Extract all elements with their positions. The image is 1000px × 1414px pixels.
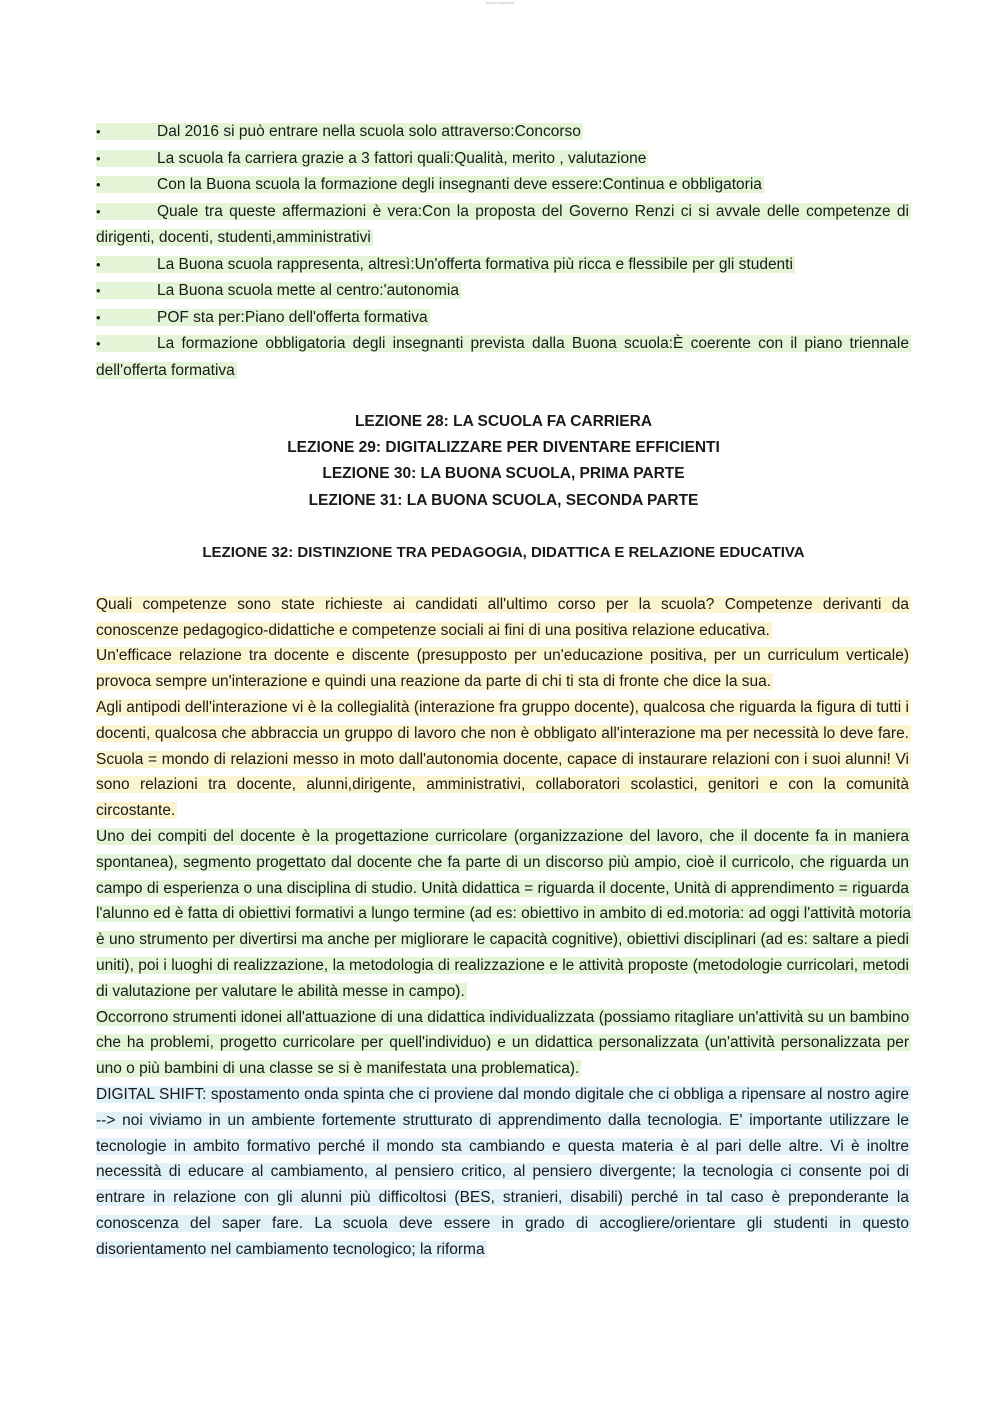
lesson-heading: LEZIONE 29: DIGITALIZZARE PER DIVENTARE EFFICIENTI (287, 439, 720, 457)
bullet-icon: • (96, 150, 101, 166)
paragraph-text: Agli antipodi dell'interazione vi è la collegialità (interazione fra gruppo docente), qualcosa che riguarda la figura di tutti i docenti, qualcosa che abbraccia un gruppo di lavoro che non è obbligato all'interazione ma per necessità lo deve fare. Scuola = mondo di relazioni messo in moto dall'autonomia docente, capace di instaurare relazioni con i suoi alunni! Vi sono relazioni tra docente, alunni,dirigente, amministrativi, collaboratori scolastici, genitori e con la comunità circostante. (96, 699, 909, 820)
highlighted-text (96, 123, 583, 140)
paragraph (96, 1005, 911, 1082)
paragraph-text: DIGITAL SHIFT: spostamento onda spinta che ci proviene dal mondo digitale che ci obbliga a ripensare al nostro agire --> noi viviamo in un ambiente fortemente strutturato di apprendimento dalla tecnologia. E' importante utilizzare le tecnologie in ambito formativo perché il mondo sta cambiando e questa materia è al pari delle altre. Vi è inoltre necessità di educare al cambiamento, al pensiero critico, al pensiero divergente; la tecnologia ci consente poi di entrare in relazione con gli alunni più difficoltosi (BES, stranieri, disabili) perché in tal caso è preponderante la conoscenza del saper fare. La scuola deve essere in grado di accogliere/orientare gli studenti in questo disorientamento nel cambiamento tecnologico; la riforma (96, 1085, 909, 1258)
list-item (96, 305, 911, 332)
lesson-32-heading: LEZIONE 32: DISTINZIONE TRA PEDAGOGIA, DIDATTICA E RELAZIONE EDUCATIVA (202, 543, 805, 561)
list-item (96, 146, 911, 173)
paragraph (96, 592, 911, 644)
bullet-icon: • (96, 336, 101, 351)
list-item-text: POF sta per:Piano dell'offerta formativa (157, 308, 428, 326)
list-item-text: La Buona scuola mette al centro:'autonomia (157, 282, 459, 299)
quiz-bullet-list (96, 119, 911, 384)
list-item-text: La formazione obbligatoria degli insegnanti prevista dalla Buona scuola:È coerente con il piano triennale dell'offerta formativa (96, 335, 909, 379)
highlighted-text (96, 203, 911, 247)
bullet-icon: • (96, 309, 101, 325)
list-item-text: Dal 2016 si può entrare nella scuola solo attraverso:Concorso (157, 123, 581, 140)
lesson-body (96, 592, 911, 1263)
list-item (96, 172, 911, 199)
paragraph (96, 695, 911, 824)
paragraph-text: Quali competenze sono state richieste ai candidati all'ultimo corso per la scuola? Competenze derivanti da conoscenze pedagogico-didattiche e competenze sociali ai fini di una positiva relazione educativa. (96, 595, 909, 639)
lesson-heading: LEZIONE 28: LA SCUOLA FA CARRIERA (354, 413, 653, 430)
lesson-heading: LEZIONE 31: LA BUONA SCUOLA, SECONDA PARTE (308, 491, 699, 509)
highlighted-text (96, 150, 648, 167)
list-item (96, 119, 911, 146)
list-item (96, 199, 911, 252)
paragraph-text: Uno dei compiti del docente è la progettazione curricolare (organizzazione del lavoro, che il docente fa in maniera spontanea), segmento progettato dal docente che fa parte di un discorso più ampio, cioè il curricolo, che riguarda un campo di esperienza o una disciplina di studio. Unità didattica = riguarda il docente, Unità di apprendimento = riguarda l'alunno ed è fatta di obiettivi formativi a lungo termine (ad es: obiettivo in ambito di ed.motoria: ad oggi l'attività motoria è uno strumento per divertirsi ma anche per migliorare le capacità cognitive), obiettivi disciplinari (ad es: saltare a piedi uniti), poi i luoghi di realizzazione, la metodologia di realizzazione e le attività proposte (metodologie curricolari, metodi di valutazione per valutare le abilità messe in campo). (96, 827, 911, 1000)
list-item-text: La Buona scuola rappresenta, altresì:Un'offerta formativa più ricca e flessibile per gli studenti (157, 255, 793, 273)
list-item (96, 278, 911, 305)
list-item (96, 252, 911, 279)
list-item-text: Con la Buona scuola la formazione degli insegnanti deve essere:Continua e obbligatoria (157, 176, 762, 193)
list-item-text: La scuola fa carriera grazie a 3 fattori quali:Qualità, merito , valutazione (157, 149, 647, 167)
bullet-icon: • (96, 203, 101, 219)
list-item-text: Quale tra queste affermazioni è vera:Con la proposta del Governo Renzi ci si avvale delle competenze di dirigenti, docenti, studenti,amministrativi (96, 202, 909, 246)
paragraph-text: Un'efficace relazione tra docente e discente (presupposto per un'educazione positiva, per un curriculum verticale) provoca sempre un'interazione e quindi una reazione da parte di chi ti sta di fronte che dice la sua. (96, 647, 909, 691)
paragraph (96, 1082, 911, 1263)
paragraph (96, 824, 911, 1005)
page-content (96, 119, 911, 1263)
lesson-headings (96, 409, 911, 514)
highlighted-text (96, 176, 764, 193)
paragraph-text: Occorrono strumenti idonei all'attuazione di una didattica individualizzata (possiamo ritagliare un'attività su un bambino che ha problemi, progetto curricolare per quell'individuo) e un didattica personalizzata (un'attività personalizzata per uno o più bambini di una classe se si è manifestata una problematica). (96, 1008, 910, 1078)
bullet-icon: • (96, 124, 101, 139)
bullet-icon: • (96, 177, 101, 192)
highlighted-text (96, 282, 461, 299)
bullet-icon: • (96, 283, 101, 298)
highlighted-text (96, 309, 430, 326)
highlighted-text (96, 256, 795, 273)
list-item (96, 331, 911, 384)
paragraph (96, 643, 911, 695)
lesson-heading: LEZIONE 30: LA BUONA SCUOLA, PRIMA PARTE (322, 465, 685, 483)
bullet-icon: • (96, 256, 101, 272)
highlighted-text (96, 335, 911, 379)
watermark: lezioni-dispensa (485, 0, 515, 5)
